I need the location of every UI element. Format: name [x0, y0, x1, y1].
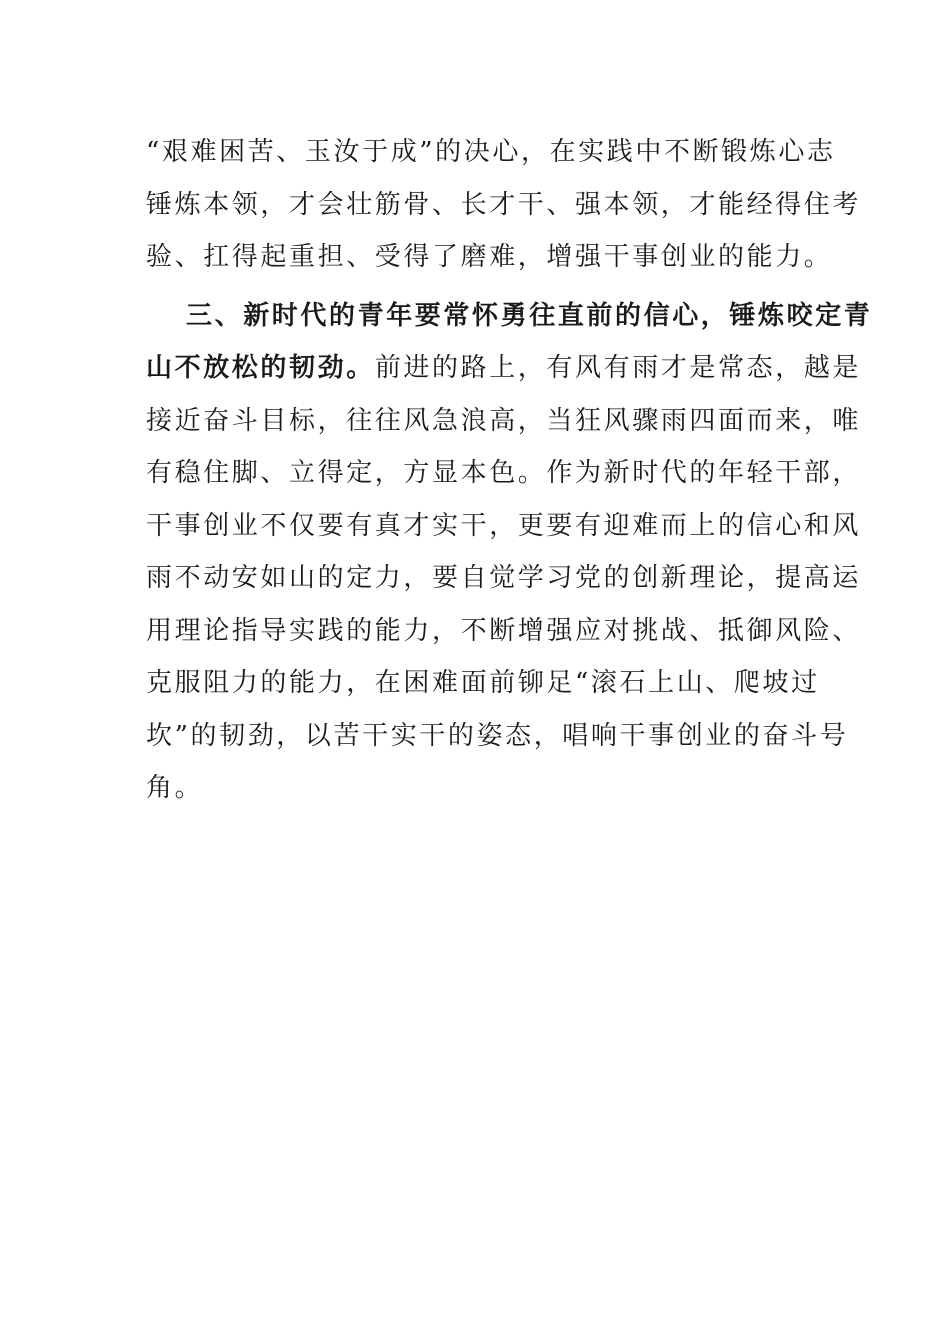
- document-body: [146, 126, 873, 815]
- text-line: 验、扛得起重担、受得了磨难，增强干事创业的能力。: [146, 242, 833, 272]
- text-line: 干事创业不仅要有真才实干，更要有迎难而上的信心和风: [146, 510, 862, 541]
- paragraph-section-three: [146, 290, 873, 815]
- text-line: 坎”的韧劲，以苦干实干的姿态，唱响干事创业的奋斗号: [146, 720, 849, 751]
- text-line: “艰难困苦、玉汝于成”的决心，在实践中不断锻炼心志: [146, 137, 836, 167]
- section-heading-text: 山不放松的韧劲。: [146, 353, 375, 383]
- text-line: 角。: [146, 773, 204, 803]
- text-line: 用理论指导实践的能力，不断增强应对挑战、抵御风险、: [146, 615, 862, 646]
- text-line: 锤炼本领，才会壮筋骨、长才干、强本领，才能经得住考: [146, 189, 862, 220]
- text-line: 克服阻力的能力，在困难面前铆足“滚石上山、爬坡过: [146, 668, 820, 698]
- paragraph-continuation: [146, 126, 862, 284]
- text-line: 接近奋斗目标，往往风急浪高，当狂风骤雨四面而来，唯: [146, 405, 862, 436]
- section-heading-line: [146, 290, 873, 343]
- body-text: 前进的路上，有风有雨才是常态，越是: [374, 353, 862, 383]
- text-line: [146, 342, 862, 395]
- section-heading-text: 三、新时代的青年要常怀勇往直前的信心，锤炼咬定青: [186, 300, 873, 331]
- text-line: 有稳住脚、立得定，方显本色。作为新时代的年轻干部，: [146, 458, 862, 488]
- text-line: 雨不动安如山的定力，要自觉学习党的创新理论，提高运: [146, 563, 862, 593]
